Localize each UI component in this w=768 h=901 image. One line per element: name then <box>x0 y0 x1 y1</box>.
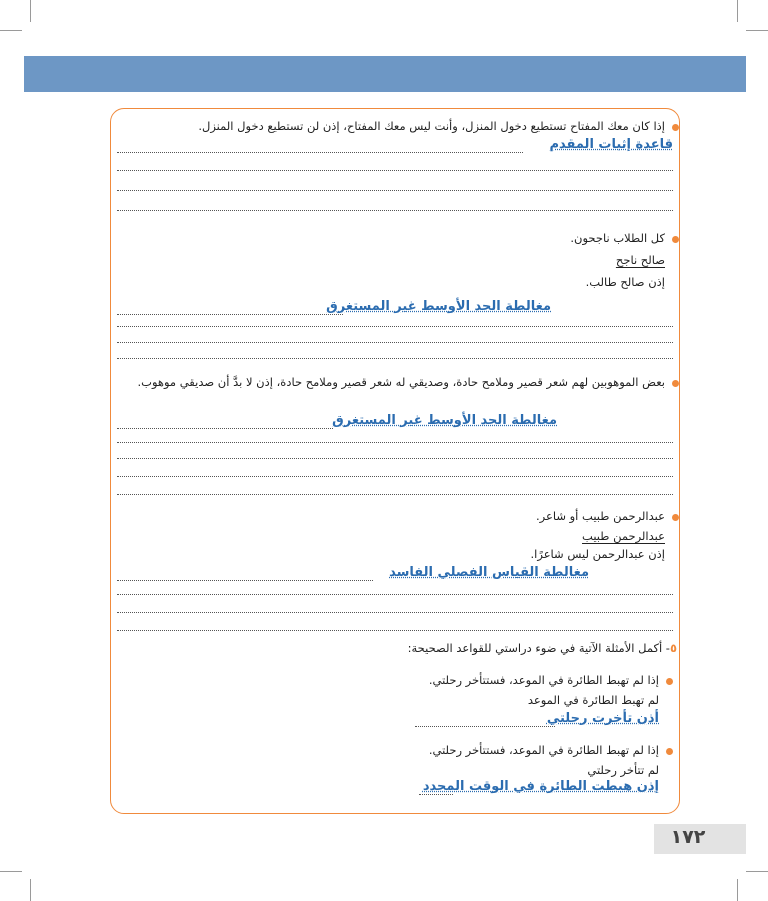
question-item-text: لم تهبط الطائرة في الموعد <box>527 693 659 707</box>
bullet-icon <box>666 678 673 685</box>
crop-mark <box>737 879 738 901</box>
bullet-icon <box>672 236 679 243</box>
answer-text: مغالطة الحد الأوسط غير المستغرق <box>326 299 551 314</box>
answer-dotted-line <box>117 612 673 613</box>
bullet-icon <box>672 514 679 521</box>
example-text: إذا كان معك المفتاح تستطيع دخول المنزل، وأنت ليس معك المفتاح، إذن لن تستطيع دخول المنزل. <box>198 119 665 133</box>
answer-dotted-line <box>117 210 673 211</box>
answer-dotted-line <box>117 476 673 477</box>
answer-dotted-line <box>117 594 673 595</box>
question-item-text: إذا لم تهبط الطائرة في الموعد، فستتأخر رحلتي. <box>428 743 659 757</box>
answer-text: إذن هبطت الطائرة في الوقت المحدد <box>422 779 659 794</box>
answer-dotted-line <box>117 342 673 343</box>
crop-mark <box>0 30 22 31</box>
answer-text: مغالطة الحد الأوسط غير المستغرق <box>332 413 557 428</box>
crop-mark <box>30 879 31 901</box>
crop-mark <box>30 0 31 22</box>
bullet-icon <box>666 748 673 755</box>
answer-dotted-line <box>419 794 453 795</box>
question-item-text: لم تتأخر رحلتي <box>587 763 659 777</box>
page-number: ١٧٢ <box>670 826 706 848</box>
answer-dotted-line <box>117 326 673 327</box>
answer-dotted-line <box>117 458 673 459</box>
answer-dotted-line <box>117 630 673 631</box>
answer-dotted-line <box>117 442 673 443</box>
bullet-icon <box>672 380 679 387</box>
example-4 <box>117 508 673 634</box>
crop-mark <box>746 871 768 872</box>
example-text: صالح ناجح <box>615 253 665 267</box>
example-text: كل الطلاب ناجحون. <box>570 231 665 245</box>
crop-mark <box>746 30 768 31</box>
answer-text: قاعدة إثبات المقدم <box>549 137 673 152</box>
example-text: إذن عبدالرحمن ليس شاعرًا. <box>530 547 665 561</box>
bullet-icon <box>672 124 679 131</box>
header-band <box>24 56 746 92</box>
question-5 <box>117 640 677 810</box>
question-item-text: إذا لم تهبط الطائرة في الموعد، فستتأخر رحلتي. <box>428 673 659 687</box>
answer-dotted-line <box>117 190 673 191</box>
answer-text: مغالطة القياس الفصلي الفاسد <box>389 565 589 580</box>
example-3 <box>117 374 673 496</box>
answer-dotted-line <box>117 358 673 359</box>
example-text: عبدالرحمن طبيب <box>582 529 665 543</box>
question-number: ٥ <box>669 641 677 655</box>
question-prompt <box>408 640 677 656</box>
example-1 <box>117 118 673 218</box>
answer-dotted-line <box>415 726 555 727</box>
crop-mark <box>737 0 738 22</box>
example-2 <box>117 230 673 360</box>
answer-dotted-line <box>117 314 343 315</box>
answer-dotted-line <box>117 170 673 171</box>
example-text: إذن صالح طالب. <box>585 275 665 289</box>
example-text: بعض الموهوبين لهم شعر قصير وملامح حادة، وصديقي له شعر قصير وملامح حادة، إذن لا بدَّ أن صديقي موهوب. <box>137 375 665 389</box>
answer-dotted-line <box>117 152 523 153</box>
answer-text: أذن تأخرت رحلتي <box>546 711 659 726</box>
example-text: عبدالرحمن طبيب أو شاعر. <box>535 509 665 523</box>
answer-dotted-line <box>117 428 333 429</box>
answer-dotted-line <box>117 494 673 495</box>
crop-mark <box>0 871 22 872</box>
question-prompt-text: - أكمل الأمثلة الآتية في ضوء دراستي للقواعد الصحيحة: <box>407 641 670 655</box>
answer-dotted-line <box>117 580 373 581</box>
